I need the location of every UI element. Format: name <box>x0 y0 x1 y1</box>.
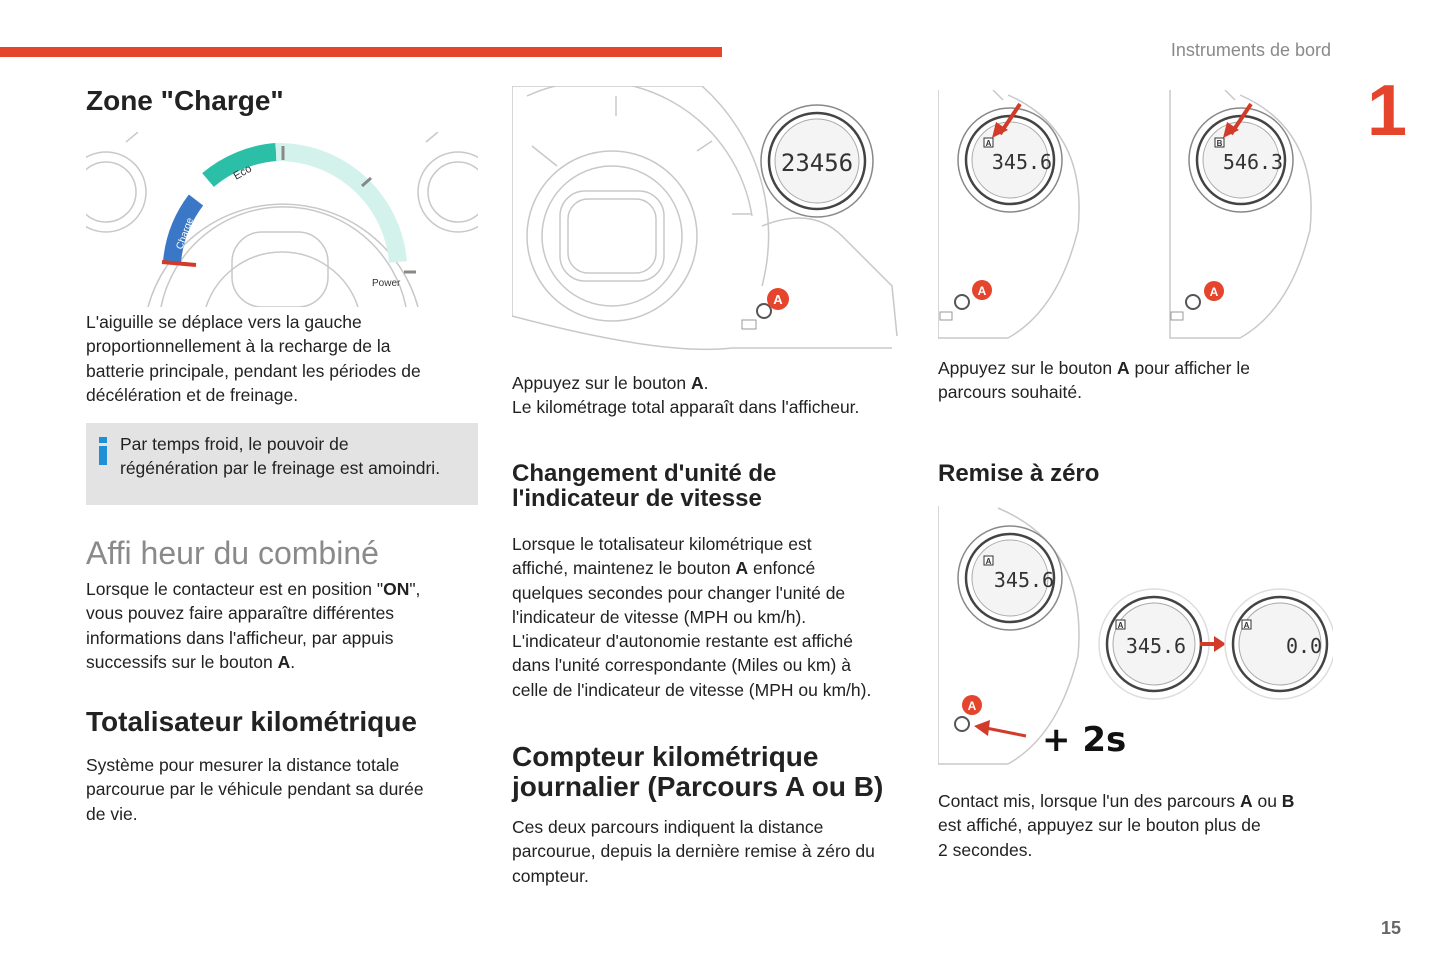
afficheur-title: Affi heur du combiné <box>86 535 379 571</box>
text-line: Lorsque le contacteur est en position "ON", <box>86 579 421 599</box>
zone-charge-title: Zone "Charge" <box>86 85 284 116</box>
text-line: Appuyez sur le bouton A pour afficher le <box>938 358 1250 378</box>
trip-b-button-label: A <box>1209 285 1219 299</box>
page-number: 15 <box>1381 918 1402 938</box>
odometer-illustration <box>512 86 902 356</box>
text-line: Lorsque le totalisateur kilométrique est <box>512 534 812 554</box>
heading-line: journalier (Parcours A ou B) <box>512 771 884 802</box>
totalisateur-title: Totalisateur kilométrique <box>86 706 417 737</box>
text-line: décélération et de freinage. <box>86 384 299 405</box>
reset-illustration <box>938 506 1333 770</box>
reset-button-label: A <box>967 699 977 713</box>
changement-title <box>512 461 904 511</box>
text-line: Système pour mesurer la distance totale <box>86 755 400 775</box>
text-line: L'indicateur d'autonomie restante est affiché <box>512 631 854 652</box>
odometer-press-text <box>512 371 904 420</box>
section-label: Instruments de bord <box>1170 40 1331 60</box>
info-note-line: régénération par le freinage est amoindri. <box>120 458 441 479</box>
heading-line: Changement d'unité de <box>512 460 777 487</box>
text-line: quelques secondes pour changer l'unité de <box>512 582 846 603</box>
compteur-title <box>512 742 912 802</box>
reset-lcd-before: 345.6 <box>1125 634 1187 658</box>
trip-selection-illustration <box>938 90 1333 348</box>
chapter-number: 1 <box>1367 71 1408 151</box>
text-line: est affiché, appuyez sur le bouton plus de <box>938 815 1261 836</box>
trip-b-lcd: 546.3 <box>1222 150 1284 174</box>
header-accent-bar <box>0 47 722 57</box>
gauge-label-power: Power <box>372 278 401 289</box>
text-line: 2 secondes. <box>938 839 1033 860</box>
trip-b-letter: B <box>1216 139 1223 148</box>
text-line: proportionnellement à la recharge de la <box>86 336 391 357</box>
text-line: Le kilométrage total apparaît dans l'afficheur. <box>512 397 860 418</box>
info-icon <box>97 437 109 465</box>
text-line: Contact mis, lorsque l'un des parcours A ou B <box>938 791 1295 811</box>
trip-a-lcd: 345.6 <box>991 150 1053 174</box>
reset-lcd-main: 345.6 <box>993 568 1055 592</box>
info-note-line: Par temps froid, le pouvoir de <box>120 434 349 454</box>
text-line: successifs sur le bouton A. <box>86 651 296 672</box>
text-line: Ces deux parcours indiquent la distance <box>512 817 824 837</box>
charge-gauge-illustration <box>86 132 478 307</box>
info-note-box <box>86 423 478 505</box>
reset-before-letter: A <box>1117 621 1124 630</box>
gauge-label-eco: Eco <box>231 162 254 183</box>
trip-a-letter: A <box>985 139 992 148</box>
hold-duration-label: + 2s <box>1042 720 1127 760</box>
heading-line: l'indicateur de vitesse <box>512 485 762 512</box>
text-line: batterie principale, pendant les périodes de <box>86 360 421 381</box>
text-line: celle de l'indicateur de vitesse (MPH ou km/h). <box>512 679 872 700</box>
text-line: parcours souhaité. <box>938 382 1082 403</box>
gauge-label-charge: Charge <box>174 216 197 252</box>
button-a-knob <box>757 304 771 318</box>
remise-title: Remise à zéro <box>938 460 1100 487</box>
text-line: dans l'unité correspondante (Miles ou km) à <box>512 655 851 676</box>
text-line: parcourue, depuis la dernière remise à zéro du <box>512 841 875 862</box>
text-line: affiché, maintenez le bouton A enfoncé <box>512 558 816 579</box>
remise-description <box>938 789 1338 862</box>
text-line: Appuyez sur le bouton A. <box>512 373 709 393</box>
text-line: vous pouvez faire apparaître différentes <box>86 603 395 624</box>
totalisateur-description <box>86 753 478 826</box>
text-line: L'aiguille se déplace vers la gauche <box>86 312 362 332</box>
heading-line: Compteur kilométrique <box>512 741 819 772</box>
reset-trip-letter: A <box>985 557 992 566</box>
text-line: compteur. <box>512 865 589 886</box>
text-line: parcourue par le véhicule pendant sa durée <box>86 779 424 800</box>
text-line: l'indicateur de vitesse (MPH ou km/h). <box>512 606 807 627</box>
trip-a-button-label: A <box>977 284 987 298</box>
text-line: informations dans l'afficheur, par appuis <box>86 627 394 648</box>
trip-press-text <box>938 356 1338 405</box>
compteur-description <box>512 815 912 888</box>
reset-after-letter: A <box>1243 621 1250 630</box>
text-line: de vie. <box>86 803 138 824</box>
odometer-lcd-value: 23456 <box>780 149 854 177</box>
button-a-label: A <box>773 292 783 307</box>
afficheur-description <box>86 577 478 674</box>
reset-lcd-after: 0.0 <box>1285 634 1323 658</box>
zone-charge-description <box>86 310 478 407</box>
changement-description <box>512 532 904 702</box>
